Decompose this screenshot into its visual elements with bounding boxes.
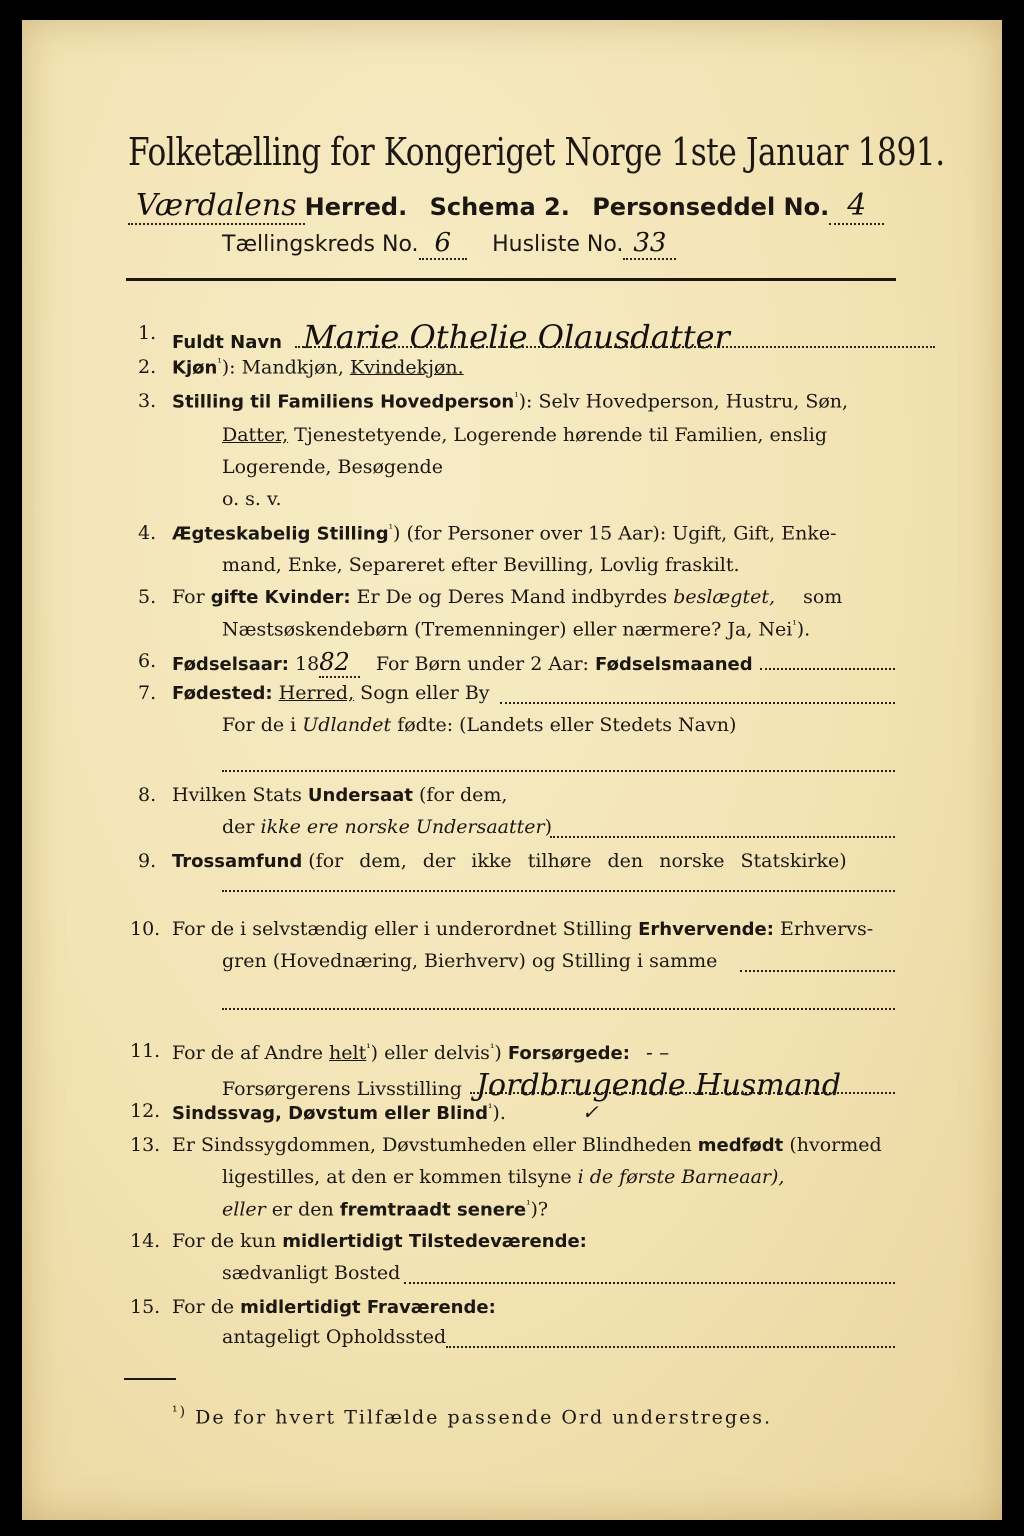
item-number: 10.: [130, 918, 161, 940]
footnote-ref: ¹: [489, 1041, 495, 1055]
item-text: Forsørgerens Livsstilling: [222, 1078, 462, 1100]
footnote-ref: ¹: [792, 618, 797, 631]
item-text: For de kun: [172, 1230, 277, 1252]
item-label: Fødselsaar:: [172, 654, 289, 675]
footnote-ref: ¹: [366, 1041, 371, 1055]
item-number: 1.: [138, 322, 157, 344]
item-text: For de: [172, 1296, 235, 1318]
item-label: Ægteskabelig Stilling: [172, 523, 389, 545]
undersaat-dotted-line: [550, 836, 895, 838]
selected-option: Herred,: [278, 682, 355, 704]
item-fodested-line2: [222, 714, 736, 736]
item-number: 6.: [138, 650, 157, 672]
item-text: )?: [530, 1198, 549, 1221]
selected-option: helt: [329, 1042, 367, 1064]
bosted-dotted-line: [404, 1282, 895, 1284]
item-label: Sindssvag, Døvstum eller Blind: [172, 1103, 488, 1124]
fodested-dotted-line-2: [222, 770, 895, 772]
item-text: som: [803, 586, 843, 608]
erhverv-dotted-line-2: [222, 1008, 895, 1010]
provider-occupation-value: Jordbrugende Husmand: [476, 1068, 842, 1103]
item-label: Trossamfund: [172, 851, 303, 872]
item-text: Er De og Deres Mand indbyrdes: [356, 586, 668, 608]
footnote-ref: ¹: [388, 522, 394, 535]
footnote-ref: ¹: [526, 1198, 531, 1211]
name-value: Marie Othelie Olausdatter: [303, 318, 730, 356]
item-fodselsaar: [172, 648, 753, 676]
item-text: For de i selvstændig eller i underordnet Stilling: [172, 918, 633, 940]
item-text: der: [222, 816, 255, 838]
footnote-text: De for hvert Tilfælde passende Ord understreges.: [195, 1406, 773, 1429]
item-number: 11.: [130, 1040, 161, 1062]
item-text: Erhvervs-: [780, 918, 874, 940]
item-text: ): Mandkjøn,: [221, 356, 344, 379]
fodested-dotted-line: [500, 702, 895, 704]
footnote-ref: ¹: [217, 356, 222, 369]
item-fuldt-navn: [172, 318, 730, 356]
item-text: Tjenestetyende, Logerende hørende til Familien, enslig: [294, 424, 827, 446]
item-undersaat-line2: der ikke ere norske Undersaatter): [222, 816, 553, 838]
item-gifte-line2: Næstsøskendebørn (Tremenninger) eller nærmere? Ja, Nei$^{^1}$).: [222, 618, 811, 641]
footnote-rule: [124, 1378, 176, 1380]
item-label-2: Fødselsmaaned: [595, 654, 753, 675]
item-label-2: fremtraadt senere: [339, 1199, 527, 1221]
item-number: 13.: [130, 1134, 161, 1156]
item-text: For Børn under 2 Aar:: [375, 653, 589, 675]
item-text: Sogn eller By: [360, 682, 490, 704]
item-text: ): Selv Hovedperson, Hustru, Søn,: [518, 390, 849, 413]
trossamfund-dotted-line: [222, 890, 895, 892]
opholdssted-dotted-line: [446, 1346, 895, 1348]
item-italic: Udlandet: [302, 714, 392, 736]
kreds-row: [222, 228, 676, 258]
item-text: er den: [271, 1198, 334, 1221]
schema-label: Schema 2.: [429, 193, 570, 221]
footnote-mark: ¹): [172, 1404, 188, 1420]
item-label: Fødested:: [172, 683, 273, 704]
item-text: fødte: (Landets eller Stedets Navn): [397, 714, 737, 736]
item-medfodt-line1: [172, 1134, 882, 1156]
item-text: Er Sindssygdommen, Døvstumheden eller Blindheden: [172, 1134, 692, 1156]
footnote-ref: ¹: [487, 1101, 493, 1115]
form-title: Folketælling for Kongeriget Norge 1ste Januar 1891.: [128, 130, 945, 174]
personseddel-label: Personseddel No.: [592, 193, 830, 221]
item-number: 7.: [138, 682, 157, 704]
item-text: gren (Hovednæring, Bierhverv) og Stilling i samme: [222, 950, 718, 972]
item-italic: ikke ere norske Undersaatter: [260, 816, 545, 838]
item-number: 2.: [138, 356, 157, 378]
item-text: For de af Andre: [172, 1042, 323, 1064]
item-erhverv-line1: [172, 918, 873, 940]
item-label: midlertidigt Tilstedeværende:: [282, 1231, 587, 1252]
item-label: Undersaat: [307, 785, 413, 806]
item-tilstede-line1: [172, 1230, 587, 1252]
selected-option: Kvindekjøn.: [349, 356, 464, 379]
herred-row: [128, 188, 884, 223]
item-undersaat-line1: [172, 784, 507, 806]
item-text: For: [172, 586, 205, 608]
item-label: midlertidigt Fraværende:: [240, 1297, 496, 1318]
item-number: 15.: [130, 1296, 161, 1318]
selected-option: Datter,: [222, 424, 289, 446]
item-fravaer-line1: [172, 1296, 496, 1318]
item-italic: eller: [222, 1198, 266, 1221]
item-number: 5.: [138, 586, 157, 608]
item-label: Erhvervende:: [638, 919, 774, 940]
header-rule: [126, 278, 896, 281]
erhverv-dotted-line: [740, 970, 895, 972]
item-text: Logerende, Besøgende: [222, 456, 443, 478]
item-stilling-line1: [172, 390, 848, 412]
item-number: 14.: [130, 1230, 161, 1252]
livsstilling-dotted-line: [470, 1092, 895, 1094]
item-text: antageligt Opholdssted: [222, 1326, 447, 1348]
husliste-value: 33: [623, 228, 676, 260]
birth-year-value: 82: [319, 648, 360, 678]
husliste-label: Husliste No.: [492, 232, 624, 257]
item-number: 4.: [138, 522, 157, 544]
year-prefix: 18: [295, 653, 320, 675]
item-text: (hvormed: [789, 1134, 882, 1156]
item-text: ) eller delvis: [370, 1042, 490, 1064]
month-dotted-line: [760, 668, 895, 670]
item-trossamfund: [172, 850, 847, 872]
item-text: Hvilken Stats: [172, 784, 302, 806]
item-text: mand, Enke, Separeret efter Bevilling, Lovlig fraskilt.: [222, 554, 740, 576]
item-label: Forsørgede:: [507, 1043, 630, 1064]
herred-label: Herred.: [304, 193, 408, 221]
item-label: Kjøn: [172, 357, 218, 379]
item-forsorgede-line1: For de af Andre helt$^{^1}$) eller delvis$^{^1}$) Forsørgede: - –: [172, 1040, 670, 1064]
item-label: gifte Kvinder:: [210, 587, 351, 608]
item-text: ligestilles, at den er kommen tilsyne: [222, 1166, 572, 1188]
item-medfodt-line3: [222, 1198, 548, 1220]
item-italic: beslægtet,: [673, 586, 776, 608]
footnote-ref: ¹: [514, 390, 519, 403]
hand-mark: - –: [646, 1040, 670, 1064]
name-dotted-line: [295, 346, 935, 348]
item-number: 9.: [138, 850, 157, 872]
item-text: o. s. v.: [222, 488, 282, 510]
item-number: 8.: [138, 784, 157, 806]
check-mark: ✓: [581, 1100, 599, 1124]
item-sindssvag: Sindssvag, Døvstum eller Blind$^{^1}$). ✓: [172, 1100, 599, 1124]
item-stilling-line2: [222, 424, 827, 446]
footnote: [172, 1404, 772, 1428]
item-kjon: [172, 356, 464, 378]
item-number: 12.: [130, 1100, 161, 1122]
item-forsorgede-line2: [222, 1068, 841, 1103]
item-text: (for dem,: [418, 784, 508, 806]
item-aegteskab-line1: [172, 522, 837, 544]
item-text: ) (for Personer over 15 Aar): Ugift, Gift, Enke-: [393, 522, 837, 545]
herred-value: Værdalens: [128, 188, 305, 225]
item-italic: i de første Barneaar),: [577, 1166, 785, 1188]
item-text: (for dem, der ikke tilhøre den norske Statskirke): [308, 850, 847, 872]
item-number: 3.: [138, 390, 157, 412]
item-text: For de i: [222, 714, 297, 736]
item-text: sædvanligt Bosted: [222, 1262, 401, 1284]
item-gifte-line1: [172, 586, 842, 608]
item-label: Fuldt Navn: [172, 332, 282, 353]
kreds-value: 6: [419, 228, 468, 260]
item-label: Stilling til Familiens Hovedperson: [172, 391, 515, 413]
kreds-label: Tællingskreds No.: [222, 232, 419, 257]
personseddel-value: 4: [829, 188, 884, 225]
item-text: Næstsøskendebørn (Tremenninger) eller nærmere? Ja, Nei: [222, 618, 793, 641]
item-label: medfødt: [697, 1135, 784, 1156]
item-medfodt-line2: [222, 1166, 784, 1188]
item-fodested: [172, 682, 490, 704]
